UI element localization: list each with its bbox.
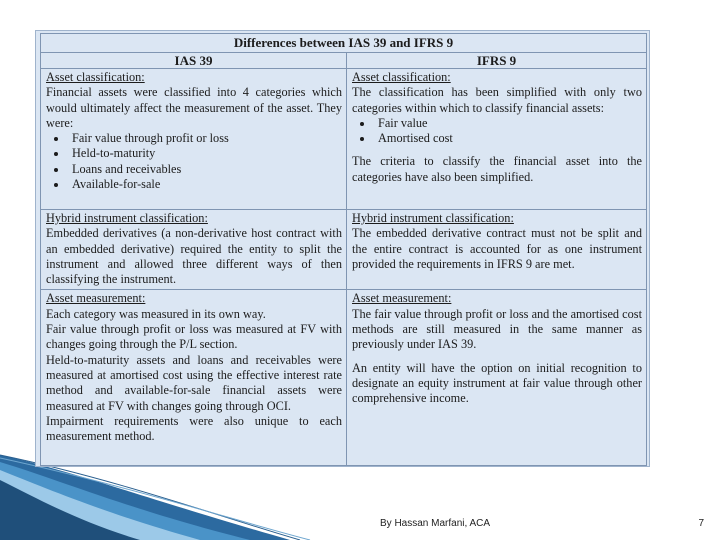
table-header-row <box>41 53 647 69</box>
cell-text: The embedded derivative contract must not be split and the entire contract is accounted for as one instrument provided the requirements in IFRS 9 are met. <box>352 226 642 271</box>
bullet-list <box>46 131 342 192</box>
list-item: • Fair value <box>374 116 642 131</box>
comparison-table <box>40 33 647 466</box>
table-row-hybrid-instrument <box>41 210 647 290</box>
cell-ias39-asset-measurement <box>41 290 347 466</box>
cell-text: The criteria to classify the financial asset into the categories have also been simplified. <box>352 154 642 184</box>
cell-ifrs9-asset-measurement <box>347 290 647 466</box>
list-item: • Loans and receivables <box>68 162 342 177</box>
list-item: • Held-to-maturity <box>68 146 342 161</box>
bullet-list <box>352 116 642 147</box>
cell-text: The fair value through profit or loss and the amortised cost methods are still measured in the same manner as previously under IAS 39. <box>352 306 642 352</box>
table-row-asset-measurement <box>41 290 647 466</box>
table-row-asset-classification <box>41 69 647 210</box>
cell-text: Impairment requirements were also unique to each measurement method. <box>46 413 342 444</box>
cell-heading: Asset measurement: <box>46 291 146 306</box>
cell-text: Each category was measured in its own way. <box>46 306 266 321</box>
cell-text: Held-to-maturity assets and loans and receivables were measured at amortised cost using the effective interest rate method and available-for-sale financial assets were measured at FV with changes going through OCI. <box>46 352 342 413</box>
table-title-row <box>41 34 647 53</box>
list-item: • Available-for-sale <box>68 177 342 192</box>
cell-text: An entity will have the option on initial recognition to designate an equity instrument at fair value through other comprehensive income. <box>352 360 642 406</box>
cell-ifrs9-asset-classification <box>347 69 647 210</box>
cell-heading: Hybrid instrument classification: <box>352 211 514 225</box>
cell-heading: Asset classification: <box>46 70 145 84</box>
cell-text: Financial assets were classified into 4 categories which would ultimately affect the measurement of the asset. They were: <box>46 85 342 130</box>
cell-heading: Hybrid instrument classification: <box>46 211 208 225</box>
comparison-table-frame <box>35 30 650 467</box>
cell-ifrs9-hybrid-instrument <box>347 210 647 290</box>
cell-heading: Asset classification: <box>352 70 451 84</box>
cell-heading: Asset measurement: <box>352 291 452 306</box>
table-title: Differences between IAS 39 and IFRS 9 <box>41 34 647 53</box>
page-number: 7 <box>698 518 704 529</box>
cell-ias39-hybrid-instrument <box>41 210 347 290</box>
cell-text: The classification has been simplified with only two categories within which to classify financial assets: <box>352 85 642 115</box>
cell-text: Embedded derivatives (a non-derivative host contract with an embedded derivative) required the entity to split the instrument and allowed three different ways of then classifying the instrument. <box>46 226 342 287</box>
cell-ias39-asset-classification <box>41 69 347 210</box>
list-item: • Amortised cost <box>374 131 642 146</box>
column-header-ias39: IAS 39 <box>41 53 347 69</box>
cell-text: Fair value through profit or loss was measured at FV with changes going through the P/L section. <box>46 322 342 352</box>
column-header-ifrs9: IFRS 9 <box>347 53 647 69</box>
list-item: • Fair value through profit or loss <box>68 131 342 146</box>
footer-author: By Hassan Marfani, ACA <box>380 518 491 529</box>
